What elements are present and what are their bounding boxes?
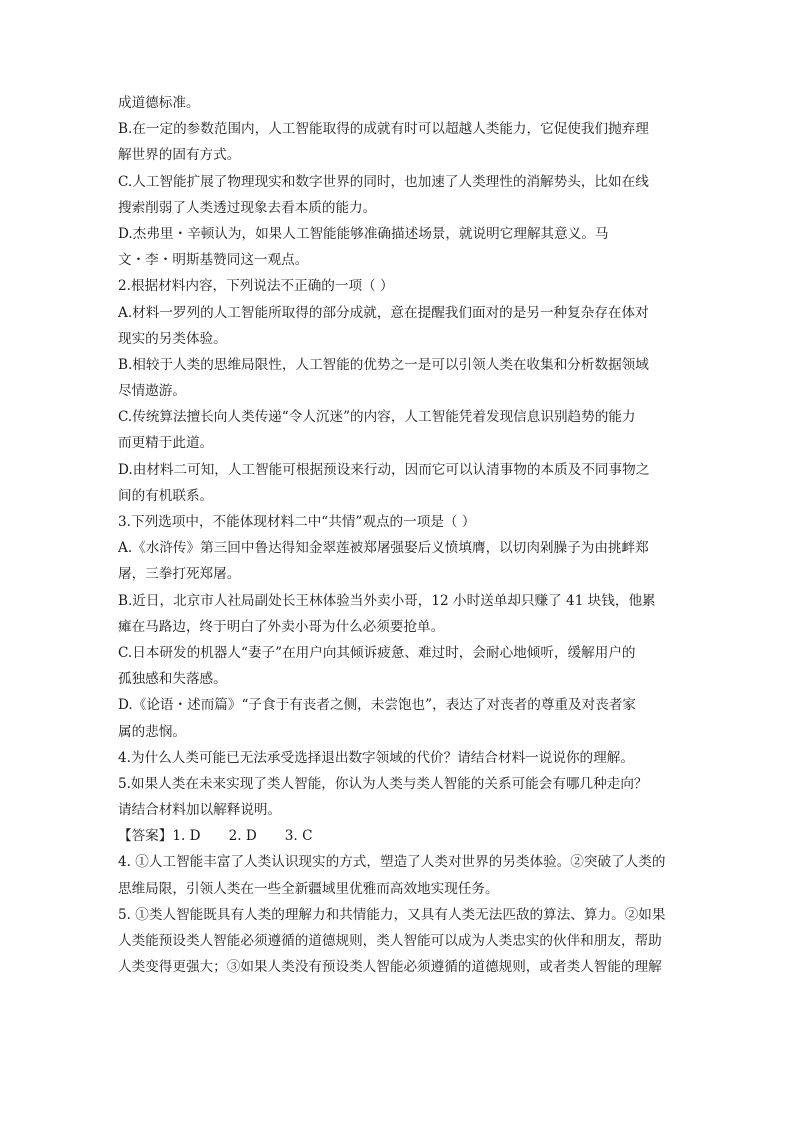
document-body <box>118 90 678 980</box>
text-line: 属的悲悯。 <box>118 723 186 740</box>
option-a-line: A.《水浒传》第三回中鲁达得知金翠莲被郑屠强娶后义愤填膺，以切肉剁臊子为由挑衅郑 <box>118 540 649 557</box>
text-line: 请结合材料加以解释说明。 <box>118 802 282 819</box>
answer-row <box>118 823 678 849</box>
option-a-line: A.材料一罗列的人工智能所取得的部分成就，意在提醒我们面对的是另一种复杂存在体对 <box>118 304 649 321</box>
text-line: 现实的另类体验。 <box>118 330 227 347</box>
text-line: 搜索削弱了人类透过现象去看本质的能力。 <box>118 199 377 216</box>
option-b-line: B.在一定的参数范围内，人工智能取得的成就有时可以超越人类能力，它促使我们抛弃理 <box>118 121 649 138</box>
question-2: 2.根据材料内容，下列说法不正确的一项（ ） <box>118 278 394 295</box>
option-c-line: C.人工智能扩展了物理现实和数字世界的同时，也加速了人类理性的消解势头，比如在线 <box>118 173 649 190</box>
option-c-line: C.传统算法擅长向人类传递“令人沉迷”的内容，人工智能凭着发现信息识别趋势的能力 <box>118 409 636 426</box>
text-line: 成道德标准。 <box>118 95 200 111</box>
option-b-line: B.近日，北京市人社局副处长王林体验当外卖小哥，12 小时送单却只赚了 41 块钱，他累 <box>118 592 656 609</box>
option-c-line: C.日本研发的机器人“妻子”在用户向其倾诉疲惫、难过时，会耐心地倾听，缓解用户的 <box>118 644 636 661</box>
text-line: 人类能预设类人智能必须遵循的道德规则，类人智能可以成为人类忠实的伙伴和朋友，帮助 <box>118 933 662 949</box>
text-line: 屠，三拳打死郑屠。 <box>118 566 241 583</box>
text-line: 间的有机联系。 <box>118 487 214 504</box>
text-line: 尽情遨游。 <box>118 383 186 400</box>
text-line: 孤独感和失落感。 <box>118 671 227 688</box>
answer-4-line: 4. ①人工智能丰富了人类认识现实的方式，塑造了人类对世界的另类体验。②突破了人类的 <box>118 854 666 871</box>
text-line: 思维局限，引领人类在一些全新疆域里优雅而高效地实现任务。 <box>118 880 499 897</box>
question-4: 4.为什么人类可能已无法承受选择退出数字领域的代价？请结合材料一说说你的理解。 <box>118 749 634 766</box>
answer-item: 2. D <box>228 828 257 845</box>
text-line: 文・李・明斯基赞同这一观点。 <box>118 252 309 269</box>
question-3: 3.下列选项中，不能体现材料二中“共情”观点的一项是（ ） <box>118 514 476 530</box>
text-line: 解世界的固有方式。 <box>118 147 241 164</box>
option-b-line: B.相较于人类的思维局限性，人工智能的优势之一是可以引领人类在收集和分析数据领域 <box>118 356 649 373</box>
text-line: 而更精于此道。 <box>118 435 214 452</box>
answer-item: 3. C <box>284 828 313 845</box>
option-d-line: D.《论语・述而篇》“子食于有丧者之侧，未尝饱也”，表达了对丧者的尊重及对丧者家 <box>118 697 637 714</box>
text-line: 人类变得更强大；③如果人类没有预设类人智能必须遵循的道德规则，或者类人智能的理解 <box>118 959 662 976</box>
answer-item: 1. D <box>172 828 201 845</box>
text-line: 瘫在马路边，终于明白了外卖小哥为什么必须要抢单。 <box>118 618 445 635</box>
option-d-line: D.由材料二可知，人工智能可根据预设来行动，因而它可以认清事物的本质及不同事物之 <box>118 461 650 478</box>
question-5: 5.如果人类在未来实现了类人智能，你认为人类与类人智能的关系可能会有哪几种走向？ <box>118 775 648 792</box>
answer-5-line: 5. ①类人智能既具有人类的理解力和共情能力，又具有人类无法匹敌的算法、算力。②如果 <box>118 906 666 923</box>
answer-label: 【答案】 <box>118 828 173 845</box>
option-d-line: D.杰弗里・辛顿认为，如果人工智能能够准确描述场景，就说明它理解其意义。马 <box>118 225 609 242</box>
